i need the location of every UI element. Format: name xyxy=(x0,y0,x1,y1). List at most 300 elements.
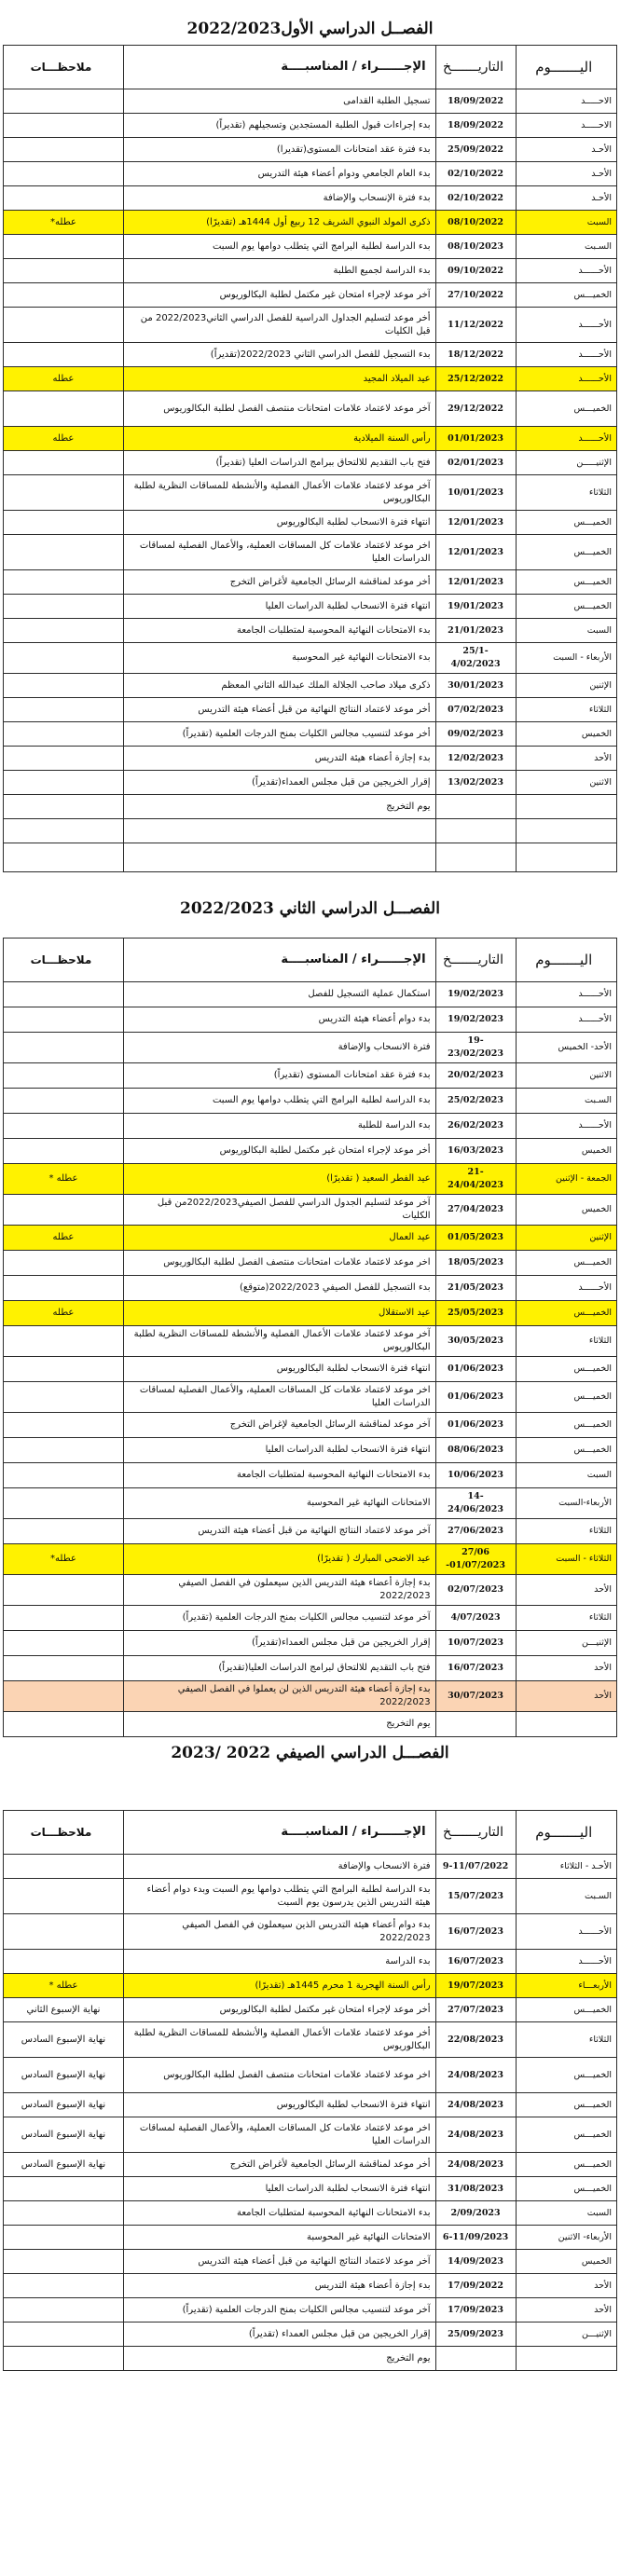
date-cell: 11/12/2022 xyxy=(435,308,516,343)
event-cell: آخر موعد لاعتماد علامات امتحانات منتصف الفصل لطلبة البكالوريوس xyxy=(123,391,435,427)
date-cell: 01/01/2023 xyxy=(435,427,516,451)
date-cell xyxy=(435,819,516,843)
event-cell: بدء التسجيل للفصل الدراسي الثاني 2022/2023(تقديراً) xyxy=(123,343,435,367)
event-cell: بدء دوام أعضاء هيئة التدريس xyxy=(123,1007,435,1033)
event-cell: بدء إجازة أعضاء هيئة التدريس xyxy=(123,747,435,771)
event-cell: يوم التخريج xyxy=(123,1712,435,1737)
notes-cell xyxy=(4,1033,124,1063)
day-cell: الأحــــــد xyxy=(516,1950,616,1974)
table-row xyxy=(4,1681,617,1712)
day-cell: الأحــــــد xyxy=(516,982,616,1007)
day-cell xyxy=(516,819,616,843)
event-cell: إقرار الخريجين من قبل مجلس العمداء (تقديراً) xyxy=(123,2323,435,2347)
notes-cell xyxy=(4,2201,124,2226)
event-cell: بدء إجراءات قبول الطلبة المستجدين وتسجيلهم (تقديراً) xyxy=(123,114,435,138)
day-cell: الأحد xyxy=(516,2274,616,2298)
notes-cell xyxy=(4,2250,124,2274)
day-cell: الخميس xyxy=(516,2250,616,2274)
date-cell: 16/07/2023 xyxy=(435,1914,516,1950)
event-cell: انتهاء فترة الانسحاب لطلبة البكالوريوس xyxy=(123,1357,435,1382)
notes-cell: نهاية الإسبوع السادس xyxy=(4,2022,124,2058)
date-cell: 22/08/2023 xyxy=(435,2022,516,2058)
date-cell: 14-24/06/2023 xyxy=(435,1488,516,1519)
notes-cell xyxy=(4,1712,124,1737)
day-cell xyxy=(516,2347,616,2371)
notes-cell xyxy=(4,747,124,771)
date-cell: 15/07/2023 xyxy=(435,1879,516,1914)
notes-cell xyxy=(4,643,124,674)
event-cell: بدء فترة عقد امتحانات المستوى(تقديرا) xyxy=(123,138,435,162)
event-cell: اخر موعد لاعتماد علامات كل المساقات العملية، والأعمال الفصلية لمساقات الدراسات العليا xyxy=(123,2117,435,2153)
event-cell: آخر موعد لاعتماد النتائج النهائية من قبل أعضاء هيئة التدريس xyxy=(123,1519,435,1544)
date-cell: 25/09/2022 xyxy=(435,138,516,162)
day-cell: الأحــــــد xyxy=(516,367,616,391)
date-cell: 18/05/2023 xyxy=(435,1251,516,1276)
table-row xyxy=(4,1631,617,1656)
table-row xyxy=(4,2153,617,2177)
notes-cell xyxy=(4,138,124,162)
day-cell: الإثنيـــن xyxy=(516,1631,616,1656)
notes-cell xyxy=(4,2323,124,2347)
notes-cell: عطله xyxy=(4,367,124,391)
day-cell: الأحـد - الثلاثاء xyxy=(516,1855,616,1879)
day-cell: الخميـــس xyxy=(516,570,616,595)
date-cell: 19/02/2023 xyxy=(435,1007,516,1033)
day-cell: الأربعاء- الاثنين xyxy=(516,2226,616,2250)
notes-cell xyxy=(4,162,124,186)
date-cell: 27/07/2023 xyxy=(435,1998,516,2022)
event-cell: إقرار الخريجين من قبل مجلس العمداء(تقديراً) xyxy=(123,771,435,795)
event-cell: أخر موعد لاعتماد علامات الأعمال الفصلية والأنشطة للمساقات النظرية لطلبة البكالوريوس xyxy=(123,2022,435,2058)
table-row xyxy=(4,343,617,367)
date-cell: 21/05/2023 xyxy=(435,1276,516,1301)
day-cell: الخميـــس xyxy=(516,1382,616,1413)
day-cell: الأربعاء - السبت xyxy=(516,643,616,674)
table-row xyxy=(4,982,617,1007)
notes-cell xyxy=(4,308,124,343)
event-cell: إقرار الخريجين من قبل مجلس العمداء(تقديراً) xyxy=(123,1631,435,1656)
event-cell: عيد الاضحى المبارك ( تقديرًا) xyxy=(123,1544,435,1575)
day-cell: السـبت xyxy=(516,235,616,259)
notes-cell xyxy=(4,343,124,367)
table-row xyxy=(4,2298,617,2323)
table-row xyxy=(4,283,617,308)
event-cell: يوم التخريج xyxy=(123,2347,435,2371)
day-cell: الأحــــــد xyxy=(516,1276,616,1301)
day-cell: الخميـــس xyxy=(516,391,616,427)
day-cell: الخميـــس xyxy=(516,535,616,570)
table-row xyxy=(4,1357,617,1382)
day-cell: الخميس xyxy=(516,722,616,747)
date-cell xyxy=(435,843,516,872)
day-cell: الإثنيـــن xyxy=(516,2323,616,2347)
day-cell: الخميـــس xyxy=(516,2153,616,2177)
date-cell: 6-11/09/2023 xyxy=(435,2226,516,2250)
event-cell: بدء التسجيل للفصل الصيفي 2022/2023(متوقع) xyxy=(123,1276,435,1301)
event-cell: بدء الدراسة xyxy=(123,1950,435,1974)
notes-cell xyxy=(4,1326,124,1357)
date-cell: 16/07/2023 xyxy=(435,1950,516,1974)
date-cell xyxy=(435,1712,516,1737)
day-cell: السبت xyxy=(516,619,616,643)
event-cell: أخر موعد لإجراء امتحان غير مكتمل لطلبة البكالوريوس xyxy=(123,1139,435,1164)
notes-cell xyxy=(4,114,124,138)
day-cell: الخميـــس xyxy=(516,1357,616,1382)
notes-cell xyxy=(4,1063,124,1089)
date-cell: 13/02/2023 xyxy=(435,771,516,795)
second-semester-title: الفصـــل الدراسي الثاني 2022/2023 xyxy=(180,899,440,918)
day-cell: السـبت xyxy=(516,1879,616,1914)
table-row xyxy=(4,1488,617,1519)
notes-cell: نهاية الإسبوع السادس xyxy=(4,2058,124,2093)
date-cell: 25/05/2023 xyxy=(435,1301,516,1326)
day-cell: الأحد- الخميس xyxy=(516,1033,616,1063)
table-row xyxy=(4,511,617,535)
day-cell: الثلاثاء xyxy=(516,1519,616,1544)
day-cell: الأحد xyxy=(516,1575,616,1606)
event-cell: بدء الامتحانات النهائية المحوسبة لمتطلبات الجامعة xyxy=(123,1463,435,1488)
holiday-row xyxy=(4,1226,617,1251)
date-cell: 01/06/2023 xyxy=(435,1382,516,1413)
date-cell: 4/07/2023 xyxy=(435,1606,516,1631)
event-cell: استكمال عملية التسجيل للفصل xyxy=(123,982,435,1007)
date-cell: 30/07/2023 xyxy=(435,1681,516,1712)
event-cell: أخر موعد لتسليم الجداول الدراسية للفصل الدراسي الثاني2022/2023 من قبل الكليات xyxy=(123,308,435,343)
notes-cell xyxy=(4,283,124,308)
notes-cell xyxy=(4,1276,124,1301)
header-notes: ملاحظـــات xyxy=(4,46,124,89)
notes-cell xyxy=(4,186,124,211)
day-cell: الأحـد xyxy=(516,138,616,162)
table-row xyxy=(4,1855,617,1879)
date-cell: 31/08/2023 xyxy=(435,2177,516,2201)
event-cell: بدء العام الجامعي ودوام أعضاء هيئة التدريس xyxy=(123,162,435,186)
holiday-row xyxy=(4,1544,617,1575)
table-row xyxy=(4,1712,617,1737)
notes-cell: عطله* xyxy=(4,211,124,235)
date-cell: 09/02/2023 xyxy=(435,722,516,747)
day-cell: الأحــــــد xyxy=(516,1114,616,1139)
day-cell: الاثنين xyxy=(516,771,616,795)
event-cell: تسجيل الطلبة القدامى xyxy=(123,89,435,114)
day-cell: الخميـــس xyxy=(516,1998,616,2022)
second-semester-table xyxy=(3,938,617,1737)
holiday-row xyxy=(4,1301,617,1326)
header-event: الإجــــــراء / المناسبــــة xyxy=(123,939,435,982)
header-date: التاريـــــــخ xyxy=(435,939,516,982)
event-cell: عيد العمال xyxy=(123,1226,435,1251)
notes-cell xyxy=(4,674,124,698)
day-cell: الثلاثاء xyxy=(516,475,616,511)
notes-cell xyxy=(4,235,124,259)
day-cell: الأحد xyxy=(516,2298,616,2323)
notes-cell: عطله xyxy=(4,1301,124,1326)
day-cell: الخميـــس xyxy=(516,1301,616,1326)
table-row xyxy=(4,2177,617,2201)
table-row xyxy=(4,1114,617,1139)
notes-cell xyxy=(4,1382,124,1413)
day-cell: الخميـــس xyxy=(516,2117,616,2153)
event-cell: أخر موعد لمناقشة الرسائل الجامعية لأغراض التخرج xyxy=(123,2153,435,2177)
notes-cell: عطله * xyxy=(4,1164,124,1195)
day-cell: الخميـــس xyxy=(516,595,616,619)
date-cell: 10/06/2023 xyxy=(435,1463,516,1488)
event-cell: بدء فترة عقد امتحانات المستوى (تقديراً) xyxy=(123,1063,435,1089)
notes-cell xyxy=(4,1631,124,1656)
day-cell: الأربعاء-السبت xyxy=(516,1488,616,1519)
notes-cell xyxy=(4,1413,124,1438)
notes-cell xyxy=(4,451,124,475)
notes-cell xyxy=(4,2347,124,2371)
notes-cell xyxy=(4,619,124,643)
notes-cell xyxy=(4,595,124,619)
day-cell: الخميـــس xyxy=(516,2058,616,2093)
notes-cell xyxy=(4,511,124,535)
first-semester-title: الفصــل الدراسي الأول2022/2023 xyxy=(186,20,434,38)
table-row xyxy=(4,1326,617,1357)
table-row xyxy=(4,1914,617,1950)
table-row xyxy=(4,1950,617,1974)
notes-cell xyxy=(4,2226,124,2250)
date-cell: 12/01/2023 xyxy=(435,570,516,595)
table-row xyxy=(4,1195,617,1226)
notes-cell xyxy=(4,1463,124,1488)
event-cell: الامتحانات النهائية غير المحوسبة xyxy=(123,2226,435,2250)
date-cell: 08/10/2023 xyxy=(435,235,516,259)
empty-row xyxy=(4,843,617,872)
event-cell: عيد الميلاد المجيد xyxy=(123,367,435,391)
date-cell: 17/09/2023 xyxy=(435,2298,516,2323)
event-cell: اخر موعد لاعتماد علامات امتحانات منتصف الفصل لطلبة البكالوريوس xyxy=(123,2058,435,2093)
notes-cell xyxy=(4,795,124,819)
date-cell: 10/07/2023 xyxy=(435,1631,516,1656)
day-cell: الجمعة - الإثنين xyxy=(516,1164,616,1195)
date-cell: 25/12/2022 xyxy=(435,367,516,391)
notes-cell xyxy=(4,89,124,114)
date-cell: 27/06 -01/07/2023 xyxy=(435,1544,516,1575)
table-row xyxy=(4,570,617,595)
day-cell: الخميـــس xyxy=(516,1438,616,1463)
notes-cell xyxy=(4,259,124,283)
day-cell: الأربعـــاء xyxy=(516,1974,616,1998)
event-cell: رأس السنة الميلادية xyxy=(123,427,435,451)
event-cell: آخر موعد لتنسيب مجالس الكليات بمنح الدرجات العلمية (تقديراً) xyxy=(123,1606,435,1631)
date-cell: 27/10/2022 xyxy=(435,283,516,308)
table-row xyxy=(4,2347,617,2371)
table-row xyxy=(4,1033,617,1063)
table-row xyxy=(4,2117,617,2153)
day-cell: الخميـــس xyxy=(516,511,616,535)
date-cell: 02/01/2023 xyxy=(435,451,516,475)
day-cell: الأحــــــد xyxy=(516,1007,616,1033)
date-cell: 12/01/2023 xyxy=(435,511,516,535)
notes-cell xyxy=(4,2298,124,2323)
table-row xyxy=(4,2226,617,2250)
day-cell: الإثنيـــــن xyxy=(516,451,616,475)
table-row xyxy=(4,595,617,619)
date-cell: 24/08/2023 xyxy=(435,2153,516,2177)
day-cell: الأحد xyxy=(516,1656,616,1681)
date-cell: 12/02/2023 xyxy=(435,747,516,771)
event-cell: بدء دوام أعضاء هيئة التدريس الذين سيعملون في الفصل الصيفي 2022/2023 xyxy=(123,1914,435,1950)
event-cell xyxy=(123,843,435,872)
notes-cell xyxy=(4,1519,124,1544)
date-cell: 27/06/2023 xyxy=(435,1519,516,1544)
day-cell: الأحــــــد xyxy=(516,427,616,451)
table-row xyxy=(4,391,617,427)
date-cell: 07/02/2023 xyxy=(435,698,516,722)
event-cell: بدء الامتحانات النهائية المحوسبة لمتطلبات الجامعة xyxy=(123,619,435,643)
table-row xyxy=(4,619,617,643)
table-row xyxy=(4,2022,617,2058)
date-cell: 01/05/2023 xyxy=(435,1226,516,1251)
notes-cell xyxy=(4,1089,124,1114)
day-cell xyxy=(516,1712,616,1737)
event-cell: فترة الانسحاب والإضافة xyxy=(123,1855,435,1879)
event-cell: آخر موعد لمناقشة الرسائل الجامعية لإغراض التخرج xyxy=(123,1413,435,1438)
header-event: الإجــــــراء / المناسبــــة xyxy=(123,1811,435,1855)
holiday-row xyxy=(4,1974,617,1998)
date-cell: 26/02/2023 xyxy=(435,1114,516,1139)
date-cell: 14/09/2023 xyxy=(435,2250,516,2274)
day-cell: الخميـــس xyxy=(516,2093,616,2117)
date-cell: 19/02/2023 xyxy=(435,982,516,1007)
table-row xyxy=(4,2201,617,2226)
table-row xyxy=(4,1438,617,1463)
event-cell: أخر موعد لمناقشة الرسائل الجامعية لأغراض التخرج xyxy=(123,570,435,595)
table-row xyxy=(4,771,617,795)
table-row xyxy=(4,2323,617,2347)
day-cell: الأحد xyxy=(516,1681,616,1712)
date-cell: 16/07/2023 xyxy=(435,1656,516,1681)
empty-row xyxy=(4,819,617,843)
event-cell: آخر موعد لتنسيب مجالس الكليات بمنح الدرجات العلمية (تقديراً) xyxy=(123,2298,435,2323)
table-row xyxy=(4,475,617,511)
date-cell: 18/12/2022 xyxy=(435,343,516,367)
notes-cell: عطله xyxy=(4,1226,124,1251)
table-row xyxy=(4,1007,617,1033)
date-cell: 19-23/02/2023 xyxy=(435,1033,516,1063)
table-row xyxy=(4,1251,617,1276)
notes-cell xyxy=(4,1114,124,1139)
notes-cell xyxy=(4,475,124,511)
notes-cell xyxy=(4,698,124,722)
date-cell: 30/05/2023 xyxy=(435,1326,516,1357)
event-cell: آخر موعد لاعتماد النتائج النهائية من قبل أعضاء هيئة التدريس xyxy=(123,2250,435,2274)
day-cell: الاثنين xyxy=(516,1063,616,1089)
event-cell: بدء الدراسة لطلبة البرامج التي يتطلب دوامها يوم السبت xyxy=(123,1089,435,1114)
event-cell: ذكرى ميلاد صاحب الجلالة الملك عبدالله الثاني المعظم xyxy=(123,674,435,698)
day-cell: الأحــــــد xyxy=(516,259,616,283)
date-cell: 01/06/2023 xyxy=(435,1357,516,1382)
event-cell: انتهاء فترة الانسحاب لطلبة الدراسات العليا xyxy=(123,595,435,619)
table-header-row xyxy=(4,46,617,89)
notes-cell xyxy=(4,1950,124,1974)
day-cell: الأحــــــد xyxy=(516,308,616,343)
notes-cell xyxy=(4,1488,124,1519)
header-date: التاريـــــــخ xyxy=(435,46,516,89)
event-cell: أخر موعد لتنسيب مجالس الكليات بمنح الدرجات العلمية (تقديراً) xyxy=(123,722,435,747)
notes-cell xyxy=(4,1914,124,1950)
event-cell xyxy=(123,819,435,843)
day-cell: الخميس xyxy=(516,1139,616,1164)
table-row xyxy=(4,259,617,283)
notes-cell: نهاية الإسبوع الثاني xyxy=(4,1998,124,2022)
notes-cell xyxy=(4,1879,124,1914)
day-cell xyxy=(516,843,616,872)
table-row xyxy=(4,1276,617,1301)
notes-cell xyxy=(4,1195,124,1226)
event-cell: بدء الامتحانات النهائية غير المحوسبة xyxy=(123,643,435,674)
notes-cell: عطله * xyxy=(4,1974,124,1998)
event-cell: عيد الاستقلال xyxy=(123,1301,435,1326)
event-cell: بدء إجازة أعضاء هيئة التدريس xyxy=(123,2274,435,2298)
event-cell: انتهاء فترة الانسحاب لطلبة الدراسات العليا xyxy=(123,1438,435,1463)
table-row xyxy=(4,535,617,570)
table-row xyxy=(4,1413,617,1438)
event-cell: انتهاء فترة الانسحاب لطلبة الدراسات العليا xyxy=(123,2177,435,2201)
event-cell: اخر موعد لاعتماد علامات كل المساقات العملية، والأعمال الفصلية لمساقات الدراسات العليا xyxy=(123,1382,435,1413)
date-cell: 2/09/2023 xyxy=(435,2201,516,2226)
event-cell: آخر موعد لتسليم الجدول الدراسي للفصل الصيفي2022/2023من قبل الكليات xyxy=(123,1195,435,1226)
first-semester-table xyxy=(3,45,617,872)
notes-cell: عطله* xyxy=(4,1544,124,1575)
date-cell: 08/06/2023 xyxy=(435,1438,516,1463)
day-cell: الخميـــس xyxy=(516,1413,616,1438)
notes-cell xyxy=(4,1575,124,1606)
holiday-row xyxy=(4,211,617,235)
date-cell: 09/10/2022 xyxy=(435,259,516,283)
table-row xyxy=(4,698,617,722)
header-day: اليـــــــوم xyxy=(516,1811,616,1855)
date-cell: 25/09/2023 xyxy=(435,2323,516,2347)
notes-cell xyxy=(4,1139,124,1164)
header-event: الإجــــــراء / المناسبــــة xyxy=(123,46,435,89)
event-cell: بدء الدراسة لجميع الطلبة xyxy=(123,259,435,283)
notes-cell: نهاية الإسبوع السادس xyxy=(4,2093,124,2117)
event-cell: رأس السنة الهجرية 1 محرم 1445هـ (تقديرًا) xyxy=(123,1974,435,1998)
notes-cell xyxy=(4,1251,124,1276)
day-cell: الخميـــس xyxy=(516,283,616,308)
event-cell: آخر موعد لإجراء امتحان غير مكتمل لطلبة البكالوريوس xyxy=(123,283,435,308)
day-cell: السبت xyxy=(516,1463,616,1488)
summer-semester-table xyxy=(3,1810,617,2371)
event-cell: بدء إجازة أعضاء هيئة التدريس الذين سيعملون في الفصل الصيفي 2022/2023 xyxy=(123,1575,435,1606)
event-cell: فتح باب التقديم للالتحاق لبرامج الدراسات العليا(تقديراً) xyxy=(123,1656,435,1681)
notes-cell xyxy=(4,1606,124,1631)
event-cell: بدء إجازة أعضاء هيئة التدريس الذين لن يعملوا في الفصل الصيفي 2022/2023 xyxy=(123,1681,435,1712)
event-cell: اخر موعد لاعتماد علامات كل المساقات العملية، والأعمال الفصلية لمساقات الدراسات العليا xyxy=(123,535,435,570)
table-row xyxy=(4,1879,617,1914)
date-cell: 29/12/2022 xyxy=(435,391,516,427)
event-cell: انتهاء فترة الانسحاب لطلبة البكالوريوس xyxy=(123,2093,435,2117)
date-cell: 18/09/2022 xyxy=(435,89,516,114)
notes-cell xyxy=(4,1007,124,1033)
day-cell: الإثنين xyxy=(516,674,616,698)
notes-cell xyxy=(4,722,124,747)
notes-cell xyxy=(4,1656,124,1681)
day-cell: الخميـــس xyxy=(516,1251,616,1276)
header-day: اليـــــــوم xyxy=(516,939,616,982)
table-row xyxy=(4,308,617,343)
table-row xyxy=(4,186,617,211)
holiday-row xyxy=(4,427,617,451)
event-cell: أخر موعد لإجراء امتحان غير مكتمل لطلبة البكالوريوس xyxy=(123,1998,435,2022)
event-cell: ذكرى المولد النبوي الشريف 12 ربيع أول 1444هـ (تقديرًا) xyxy=(123,211,435,235)
table-row xyxy=(4,1606,617,1631)
notes-cell: نهاية الإسبوع السادس xyxy=(4,2117,124,2153)
notes-cell xyxy=(4,1438,124,1463)
